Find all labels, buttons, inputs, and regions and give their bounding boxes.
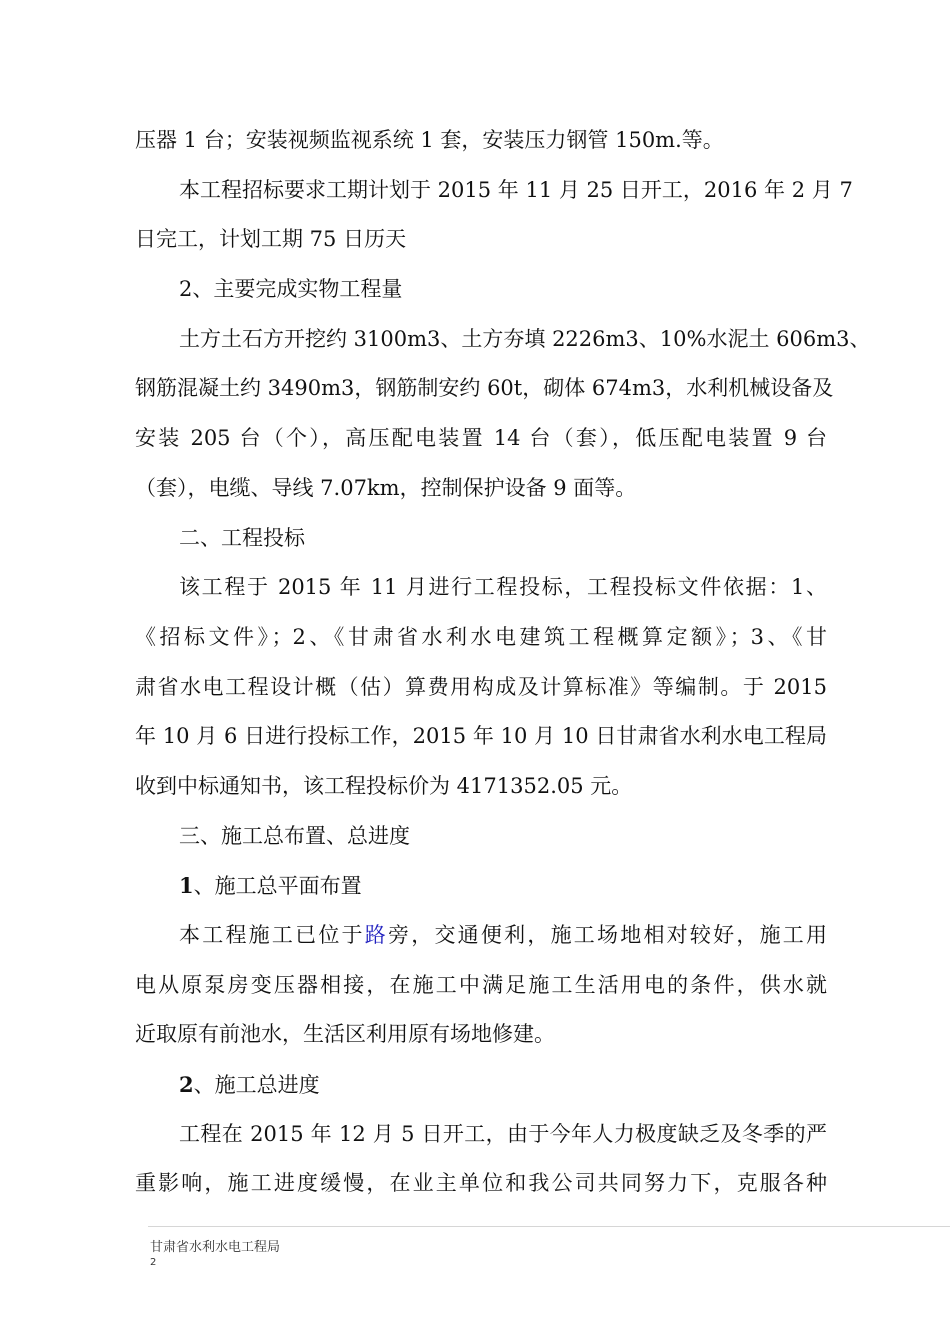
subsection-title: 、施工总平面布置 xyxy=(193,874,362,899)
section-heading: 二、工程投标 xyxy=(179,525,305,550)
body-line: 近取原有前池水，生活区利用原有场地修建。 xyxy=(135,1022,555,1047)
body-line: 工程在 2015 年 12 月 5 日开工，由于今年人力极度缺乏及冬季的严 xyxy=(179,1121,827,1146)
body-line: 本工程招标要求工期计划于 2015 年 11 月 25 日开工，2016 年 2 月 7 xyxy=(179,177,853,202)
body-line: 安装 205 台（个），高压配电装置 14 台（套），低压配电装置 9 台 xyxy=(135,426,827,451)
footer-page-number: 2 xyxy=(150,1257,157,1268)
body-line: 肃省水电工程设计概（估）算费用构成及计算标准》等编制。于 2015 xyxy=(135,674,827,699)
subsection-title: 、施工总进度 xyxy=(193,1073,320,1098)
section-heading: 三、施工总布置、总进度 xyxy=(179,823,410,848)
body-line: 电从原泵房变压器相接，在施工中满足施工生活用电的条件，供水就 xyxy=(135,972,827,997)
subsection-heading xyxy=(135,1060,827,1110)
body-line: 收到中标通知书，该工程投标价为 4171352.05 元。 xyxy=(135,773,633,798)
body-line: 该工程于 2015 年 11 月进行工程投标，工程投标文件依据：1、 xyxy=(179,575,827,600)
body-line: 年 10 月 6 日进行投标工作，2015 年 10 月 10 日甘肃省水利水电工程局 xyxy=(135,724,827,749)
subsection-number: 2 xyxy=(179,1072,194,1098)
section-heading: 2、主要完成实物工程量 xyxy=(179,277,403,302)
highlighted-word: 路 xyxy=(364,923,389,947)
body-line xyxy=(135,911,827,961)
document-body xyxy=(135,116,871,1209)
subsection-heading xyxy=(135,861,827,911)
body-line: 钢筋混凝土约 3490m3，钢筋制安约 60t，砌体 674m3，水利机械设备及 xyxy=(135,376,834,401)
subsection-number: 1 xyxy=(179,873,194,899)
body-line: 日完工，计划工期 75 日历天 xyxy=(135,227,407,252)
footer-divider xyxy=(148,1226,950,1227)
body-text-segment: 旁，交通便利，施工场地相对较好，施工用 xyxy=(388,923,828,947)
footer-organization: 甘肃省水利水电工程局 xyxy=(150,1240,281,1255)
body-line: 《招标文件》；2、《甘肃省水利水电建筑工程概算定额》；3、《甘 xyxy=(135,624,827,649)
body-line: 压器 1 台；安装视频监视系统 1 套，安装压力钢管 150m.等。 xyxy=(135,128,724,152)
body-text-segment: 本工程施工已位于 xyxy=(179,923,365,947)
body-line: 土方土石方开挖约 3100m3、土方夯填 2226m3、10%水泥土 606m3、 xyxy=(179,326,871,351)
body-line: （套），电缆、导线 7.07km，控制保护设备 9 面等。 xyxy=(135,475,637,500)
body-line: 重影响，施工进度缓慢，在业主单位和我公司共同努力下，克服各种 xyxy=(135,1171,827,1196)
